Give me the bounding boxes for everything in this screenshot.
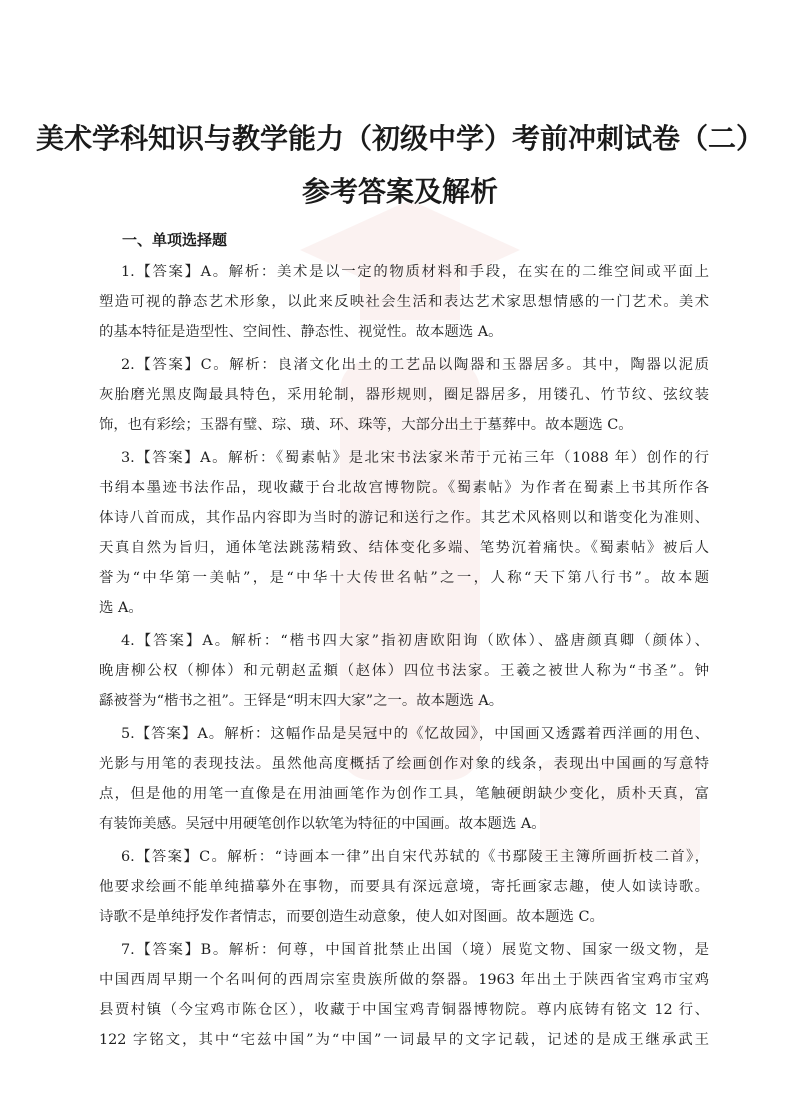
answer-line: 选 A。 [99, 600, 143, 616]
answer-line: 天真自然为旨归，通体笔法跳荡精致、结体变化多端、笔势沉着痛快。《蜀素帖》被后人 [99, 540, 709, 556]
answer-item-5 [99, 719, 709, 839]
answer-line: 饰，也有彩绘；玉器有璧、琮、璜、环、珠等，大部分出土于墓葬中。故本题选 C。 [99, 417, 633, 433]
answer-line: 灰胎磨光黑皮陶最具特色，采用轮制，器形规则，圈足器居多，用镂孔、竹节纹、弦纹装 [99, 387, 709, 403]
answer-item-1 [99, 257, 709, 347]
answer-item-4 [99, 626, 709, 716]
answer-line: 光影与用笔的表现技法。虽然他高度概括了绘画创作对象的线条，表现出中国画的写意特 [99, 756, 709, 772]
answer-line: 1.【答案】A。解析：美术是以一定的物质材料和手段，在实在的二维空间或平面上 [121, 264, 709, 280]
answer-line: 4.【答案】A。解析：“楷书四大家”指初唐欧阳询（欧体）、盛唐颜真卿（颜体）、 [121, 633, 709, 649]
answer-list [99, 257, 709, 1058]
answer-item-7 [99, 935, 709, 1055]
answer-line: 中国西周早期一个名叫何的西周宗室贵族所做的祭器。1963 年出土于陕西省宝鸡市宝鸡 [99, 972, 709, 988]
answer-line: 书绢本墨迹书法作品，现收藏于台北故宫博物院。《蜀素帖》为作者在蜀素上书其所作各 [99, 480, 709, 496]
answer-line: 誉为“中华第一美帖”，是“中华十大传世名帖”之一，人称“天下第八行书”。故本题 [99, 570, 709, 586]
answer-line: 晚唐柳公权（柳体）和元朝赵孟頫（赵体）四位书法家。王羲之被世人称为“书圣”。钟 [99, 663, 709, 679]
answer-line: 他要求绘画不能单纯描摹外在事物，而要具有深远意境，寄托画家志趣，使人如读诗歌。 [99, 879, 709, 895]
answer-line: 体诗八首而成，其作品内容即为当时的游记和送行之作。其艺术风格则以和谐变化为准则、 [99, 510, 709, 526]
answer-line: 塑造可视的静态艺术形象，以此来反映社会生活和表达艺术家思想情感的一门艺术。美术 [99, 294, 709, 310]
section-heading: 一、单项选择题 [122, 231, 228, 249]
answer-line: 繇被誉为“楷书之祖”。王铎是“明末四大家”之一。故本题选 A。 [99, 693, 504, 709]
answer-line: 3.【答案】A。解析：《蜀素帖》是北宋书法家米芾于元祐三年（1088 年）创作的行 [121, 450, 709, 466]
answer-line: 6.【答案】C。解析：“诗画本一律”出自宋代苏轼的《书鄢陵王主簿所画折枝二首》， [121, 849, 709, 865]
answer-line: 122 字铭文，其中“宅兹中国”为“中国”一词最早的文字记载，记述的是成王继承武王 [99, 1032, 709, 1048]
answer-line: 的基本特征是造型性、空间性、静态性、视觉性。故本题选 A。 [99, 324, 503, 340]
answer-line: 5.【答案】A。解析：这幅作品是吴冠中的《忆故园》，中国画又透露着西洋画的用色、 [121, 726, 709, 742]
answer-item-3 [99, 443, 709, 623]
document-subtitle: 参考答案及解析 [301, 175, 498, 208]
answer-item-6 [99, 842, 709, 932]
answer-line: 诗歌不是单纯抒发作者情志，而要创造生动意象，使人如对图画。故本题选 C。 [99, 909, 604, 925]
answer-item-2 [99, 350, 709, 440]
document-title: 美术学科知识与教学能力（初级中学）考前冲刺试卷（二） [35, 122, 764, 155]
answer-line: 县贾村镇（今宝鸡市陈仓区），收藏于中国宝鸡青铜器博物院。尊内底铸有铭文 12 行、 [99, 1002, 709, 1018]
answer-line: 2.【答案】C。解析：良渚文化出土的工艺品以陶器和玉器居多。其中，陶器以泥质 [121, 357, 709, 373]
answer-line: 7.【答案】B。解析：何尊，中国首批禁止出国（境）展览文物、国家一级文物，是 [121, 942, 709, 958]
answer-line: 点，但是他的用笔一直像是在用油画笔作为创作工具，笔触硬朗缺少变化，质朴天真，富 [99, 786, 709, 802]
answer-line: 有装饰美感。吴冠中用硬笔创作以软笔为特征的中国画。故本题选 A。 [99, 816, 546, 832]
